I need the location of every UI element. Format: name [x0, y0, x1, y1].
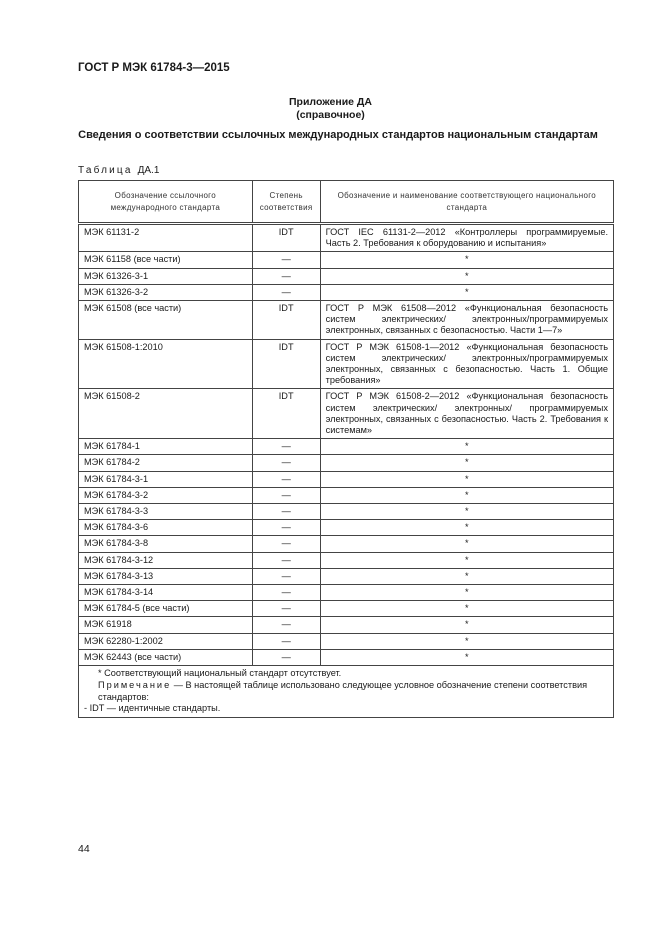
cell-reference-standard: МЭК 61784-3-8 — [79, 536, 253, 552]
table-row — [79, 339, 614, 389]
cell-degree: IDT — [252, 224, 320, 252]
note — [84, 680, 608, 704]
header-degree: Степень соответствия — [252, 181, 320, 224]
cell-reference-standard: МЭК 61784-5 (все части) — [79, 601, 253, 617]
cell-degree: — — [252, 617, 320, 633]
note-label: Примечание — [98, 679, 172, 690]
cell-national-standard: ГОСТ Р МЭК 61508—2012 «Функциональная безопасность систем электрических/ электронных/программируемых электронных, связанных с безопасностью. Части 1—7» — [320, 301, 613, 340]
page-number: 44 — [78, 843, 90, 855]
cell-degree: — — [252, 268, 320, 284]
cell-reference-standard: МЭК 61918 — [79, 617, 253, 633]
footnote: * Соответствующий национальный стандарт отсутствует. — [98, 668, 342, 679]
cell-degree: — — [252, 252, 320, 268]
header-reference-standard: Обозначение ссылочного международного стандарта — [79, 181, 253, 224]
table-row — [79, 633, 614, 649]
cell-reference-standard: МЭК 61508-1:2010 — [79, 339, 253, 389]
table-header-row — [79, 181, 614, 224]
annex-subtitle: (справочное) — [296, 109, 365, 121]
table-caption-number: ДА.1 — [137, 165, 160, 176]
cell-degree: — — [252, 633, 320, 649]
cell-degree: — — [252, 439, 320, 455]
cell-national-standard: * — [320, 252, 613, 268]
cell-national-standard: * — [320, 536, 613, 552]
table-row — [79, 301, 614, 340]
table-row — [79, 389, 614, 439]
table-row — [79, 487, 614, 503]
cell-degree: — — [252, 585, 320, 601]
table-caption — [78, 165, 159, 176]
cell-degree: IDT — [252, 389, 320, 439]
table-row — [79, 520, 614, 536]
annex-title: Приложение ДА — [289, 96, 372, 108]
cell-degree: — — [252, 552, 320, 568]
cell-reference-standard: МЭК 61784-3-13 — [79, 568, 253, 584]
table-body — [79, 224, 614, 666]
table-row — [79, 439, 614, 455]
table-row — [79, 601, 614, 617]
table-notes — [79, 666, 614, 718]
cell-degree: — — [252, 601, 320, 617]
table-row — [79, 617, 614, 633]
cell-national-standard: * — [320, 649, 613, 665]
cell-degree: IDT — [252, 301, 320, 340]
cell-degree: — — [252, 568, 320, 584]
correspondence-table — [78, 180, 614, 718]
cell-national-standard: ГОСТ IEC 61131-2—2012 «Контроллеры программируемые. Часть 2. Требования к оборудованию и испытания» — [320, 224, 613, 252]
cell-reference-standard: МЭК 61784-3-2 — [79, 487, 253, 503]
cell-national-standard: * — [320, 633, 613, 649]
cell-national-standard: * — [320, 504, 613, 520]
table-caption-word: Таблица — [78, 165, 133, 176]
cell-national-standard: * — [320, 471, 613, 487]
cell-reference-standard: МЭК 61508-2 — [79, 389, 253, 439]
note-legend: - IDT — идентичные стандарты. — [84, 703, 221, 714]
table-row — [79, 585, 614, 601]
cell-national-standard: * — [320, 284, 613, 300]
cell-degree: — — [252, 520, 320, 536]
cell-reference-standard: МЭК 61508 (все части) — [79, 301, 253, 340]
cell-national-standard: * — [320, 617, 613, 633]
cell-degree: — — [252, 471, 320, 487]
cell-national-standard: * — [320, 520, 613, 536]
cell-reference-standard: МЭК 61784-3-6 — [79, 520, 253, 536]
cell-reference-standard: МЭК 62280-1:2002 — [79, 633, 253, 649]
cell-reference-standard: МЭК 61784-2 — [79, 455, 253, 471]
cell-degree: — — [252, 504, 320, 520]
table-row — [79, 224, 614, 252]
cell-degree: IDT — [252, 339, 320, 389]
cell-reference-standard: МЭК 61326-3-1 — [79, 268, 253, 284]
cell-national-standard: * — [320, 585, 613, 601]
table-row — [79, 649, 614, 665]
cell-national-standard: * — [320, 268, 613, 284]
table-row — [79, 568, 614, 584]
cell-degree: — — [252, 284, 320, 300]
table-row — [79, 284, 614, 300]
cell-degree: — — [252, 487, 320, 503]
note-text: — В настоящей таблице использовано следующее условное обозначение степени соответствия стандартов: — [98, 679, 588, 702]
table-row — [79, 504, 614, 520]
cell-reference-standard: МЭК 62443 (все части) — [79, 649, 253, 665]
section-title: Сведения о соответствии ссылочных международных стандартов национальным стандартам — [78, 129, 598, 141]
cell-reference-standard: МЭК 61158 (все части) — [79, 252, 253, 268]
cell-reference-standard: МЭК 61326-3-2 — [79, 284, 253, 300]
cell-reference-standard: МЭК 61784-3-12 — [79, 552, 253, 568]
cell-degree: — — [252, 455, 320, 471]
table-row — [79, 252, 614, 268]
cell-reference-standard: МЭК 61131-2 — [79, 224, 253, 252]
cell-reference-standard: МЭК 61784-3-14 — [79, 585, 253, 601]
table-row — [79, 552, 614, 568]
cell-degree: — — [252, 649, 320, 665]
document-code: ГОСТ Р МЭК 61784-3—2015 — [78, 62, 230, 74]
cell-national-standard: ГОСТ Р МЭК 61508-2—2012 «Функциональная безопасность систем электрических/ электронных/ программируемых электронных, связанных с безопасностью. Часть 2. Требования к системам» — [320, 389, 613, 439]
cell-degree: — — [252, 536, 320, 552]
cell-national-standard: * — [320, 568, 613, 584]
cell-national-standard: * — [320, 601, 613, 617]
table-row — [79, 268, 614, 284]
table-row — [79, 536, 614, 552]
table-row — [79, 455, 614, 471]
cell-national-standard: * — [320, 439, 613, 455]
cell-national-standard: * — [320, 487, 613, 503]
cell-reference-standard: МЭК 61784-3-3 — [79, 504, 253, 520]
cell-national-standard: * — [320, 455, 613, 471]
cell-reference-standard: МЭК 61784-1 — [79, 439, 253, 455]
header-national-standard: Обозначение и наименование соответствующего национального стандарта — [320, 181, 613, 224]
cell-national-standard: * — [320, 552, 613, 568]
table-row — [79, 471, 614, 487]
table-notes-row — [79, 666, 614, 718]
cell-national-standard: ГОСТ Р МЭК 61508-1—2012 «Функциональная безопасность систем электрических/ электронных/программируемых электронных, связанных с безопасностью. Часть 1. Общие требования» — [320, 339, 613, 389]
cell-reference-standard: МЭК 61784-3-1 — [79, 471, 253, 487]
